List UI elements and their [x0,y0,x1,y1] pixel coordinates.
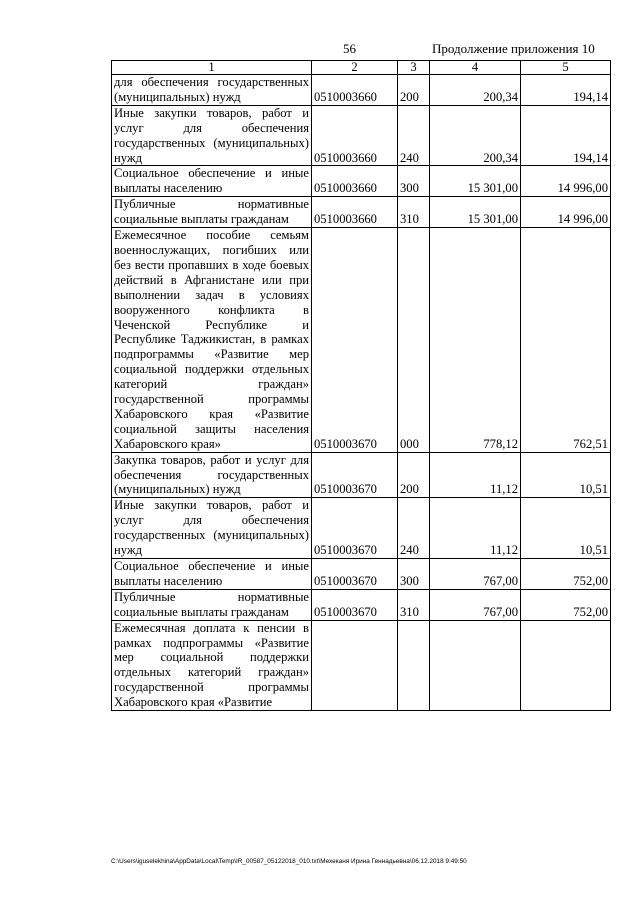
row-name: Социальное обеспечение и иные выплаты населению [112,559,312,590]
row-expense-type: 300 [398,559,430,590]
column-header: 1 [112,61,312,75]
row-sum-year2: 10,51 [521,498,611,559]
row-sum-year2: 762,51 [521,228,611,453]
row-name: Закупка товаров, работ и услуг для обеспечения государственных (муниципальных) нужд [112,452,312,498]
row-name: для обеспечения государственных (муниципальных) нужд [112,75,312,106]
row-code: 0510003660 [312,75,398,106]
row-code: 0510003670 [312,228,398,453]
table-row [112,559,611,590]
row-sum-year2: 10,51 [521,452,611,498]
row-code: 0510003660 [312,105,398,166]
row-sum-year1: 778,12 [430,228,521,453]
row-name: Ежемесячная доплата к пенсии в рамках подпрограммы «Развитие мер социальной поддержки отдельных категорий граждан» государственной программы Хабаровского края «Развитие [112,620,312,710]
appendix-continuation-title: Продолжение приложения 10 [432,41,595,56]
row-code: 0510003670 [312,589,398,620]
row-sum-year1: 200,34 [430,75,521,106]
budget-table [111,60,611,711]
row-expense-type: 000 [398,228,430,453]
table-row [112,498,611,559]
row-sum-year2 [521,620,611,710]
table-row [112,75,611,106]
row-sum-year2: 752,00 [521,589,611,620]
row-sum-year1: 11,12 [430,452,521,498]
row-name: Публичные нормативные социальные выплаты гражданам [112,589,312,620]
page-number: 56 [343,41,356,56]
row-sum-year1: 15 301,00 [430,166,521,197]
row-expense-type: 200 [398,75,430,106]
row-code: 0510003670 [312,452,398,498]
row-name: Иные закупки товаров, работ и услуг для обеспечения государственных (муниципальных) нужд [112,105,312,166]
row-sum-year1: 11,12 [430,498,521,559]
table-row [112,166,611,197]
row-code: 0510003670 [312,498,398,559]
row-name: Публичные нормативные социальные выплаты гражданам [112,197,312,228]
row-sum-year1: 767,00 [430,559,521,590]
row-sum-year2: 194,14 [521,105,611,166]
file-path-footer: C:\Users\iguselekhina\AppData\Local\Temp\IR_00587_05122018_010.txt\Мехеканя Ирина Геннадьевна\06.12.2018 9:49:50 [111,858,467,865]
column-header: 2 [312,61,398,75]
row-sum-year1: 15 301,00 [430,197,521,228]
row-sum-year1: 767,00 [430,589,521,620]
row-code: 0510003660 [312,166,398,197]
row-code: 0510003670 [312,559,398,590]
row-sum-year1 [430,620,521,710]
row-sum-year2: 194,14 [521,75,611,106]
table-row [112,452,611,498]
table-row [112,620,611,710]
table-header-row [112,61,611,75]
row-name: Социальное обеспечение и иные выплаты населению [112,166,312,197]
row-expense-type: 200 [398,452,430,498]
column-header: 5 [521,61,611,75]
row-code: 0510003660 [312,197,398,228]
row-expense-type [398,620,430,710]
row-sum-year2: 14 996,00 [521,197,611,228]
row-expense-type: 310 [398,589,430,620]
row-name: Ежемесячное пособие семьям военнослужащих, погибших или без вести пропавших в ходе боевых действий в Афганистане или при выполнении задач в условиях вооруженного конфликта в Чеченской Республике и Республике Таджикистан, в рамках подпрограммы «Развитие мер социальной поддержки отдельных категорий граждан» государственной программы Хабаровского края «Развитие социальной защиты населения Хабаровского края» [112,228,312,453]
column-header: 3 [398,61,430,75]
table-row [112,589,611,620]
row-expense-type: 240 [398,498,430,559]
row-expense-type: 240 [398,105,430,166]
row-sum-year1: 200,34 [430,105,521,166]
row-expense-type: 300 [398,166,430,197]
row-code [312,620,398,710]
table-row [112,105,611,166]
table-row [112,197,611,228]
row-sum-year2: 14 996,00 [521,166,611,197]
row-name: Иные закупки товаров, работ и услуг для обеспечения государственных (муниципальных) нужд [112,498,312,559]
table-row [112,228,611,453]
row-sum-year2: 752,00 [521,559,611,590]
column-header: 4 [430,61,521,75]
row-expense-type: 310 [398,197,430,228]
